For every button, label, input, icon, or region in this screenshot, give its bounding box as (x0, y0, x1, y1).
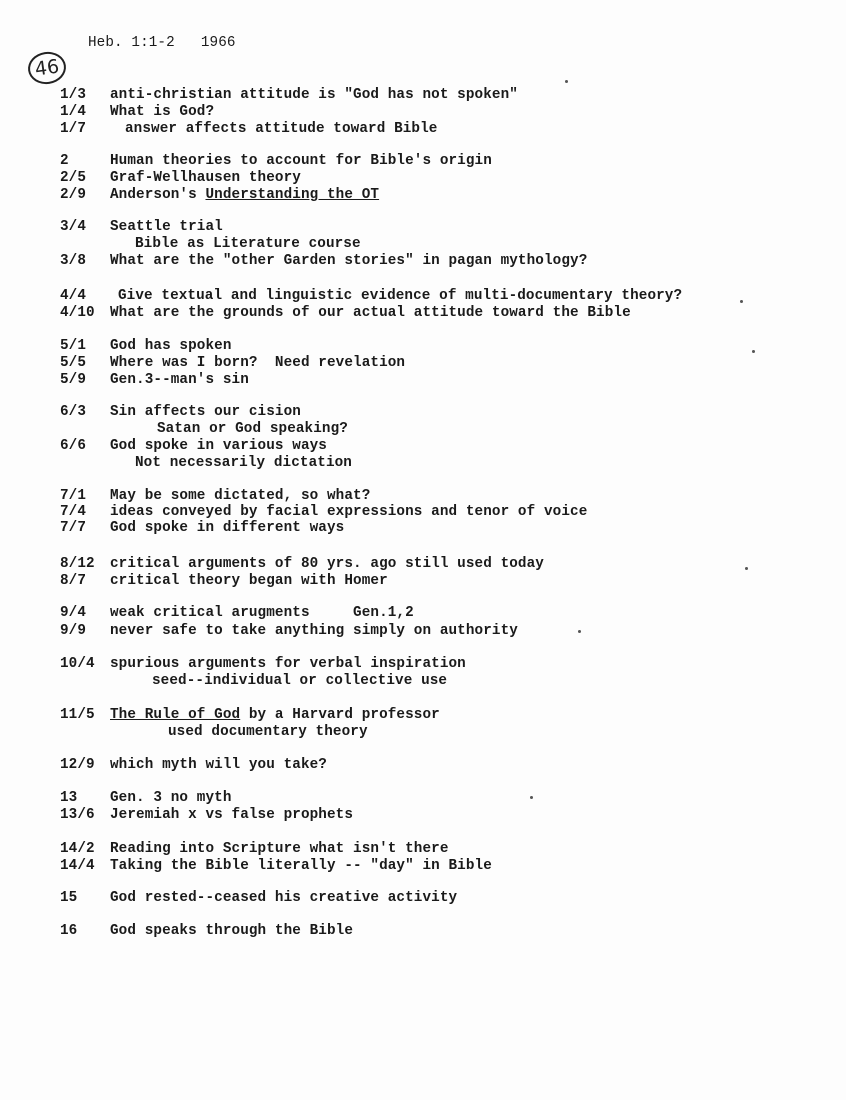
entry-number: 1/3 (60, 87, 87, 103)
entry-text-segment: Graf-Wellhausen theory (110, 170, 301, 186)
entry-number: 2 (60, 153, 69, 169)
entry-text (110, 656, 466, 673)
entry-text-segment: God speaks through the Bible (110, 923, 354, 939)
entry-number: 3/8 (60, 253, 87, 269)
entry-text-segment: weak critical arugments Gen.1,2 (110, 605, 414, 621)
entry-number: 4/4 (60, 288, 87, 304)
entry-text (110, 573, 388, 590)
entry-text-segment: seed--individual or collective use (152, 673, 448, 689)
entry-number: 9/4 (60, 605, 87, 621)
entry-text (110, 104, 214, 121)
entry-text-segment: which myth will you take? (110, 757, 327, 773)
entry-number: 6/6 (60, 438, 87, 454)
entry-text-segment: spurious arguments for verbal inspiration (110, 656, 466, 672)
entry-number: 5/1 (60, 338, 87, 354)
entry-text-segment: never safe to take anything simply on authority (110, 623, 518, 639)
entry-number: 4/10 (60, 305, 95, 321)
entry-text-segment: Give textual and linguistic evidence of multi-documentary theory? (118, 288, 683, 304)
entry-text (110, 623, 518, 640)
entry-text (110, 372, 249, 389)
entry-text-segment: What are the grounds of our actual attitude toward the Bible (110, 305, 631, 321)
underlined-title: Understanding the OT (205, 187, 380, 203)
entry-text (110, 338, 232, 355)
entry-number: 13 (60, 790, 78, 806)
entry-text (110, 858, 492, 875)
entry-text (110, 520, 344, 537)
entry-text-segment: Seattle trial (110, 219, 223, 235)
entry-text (110, 707, 440, 724)
entry-text (110, 153, 492, 170)
entry-number: 14/4 (60, 858, 95, 874)
entry-number: 10/4 (60, 656, 95, 672)
header-line (88, 35, 236, 52)
entry-number: 14/2 (60, 841, 95, 857)
scan-speck (752, 350, 755, 353)
entry-text (110, 488, 370, 505)
entry-text (110, 504, 587, 521)
entry-number: 1/7 (60, 121, 87, 137)
entry-text-segment: anti-christian attitude is "God has not spoken" (110, 87, 518, 103)
entry-text (152, 673, 447, 690)
entry-text-segment: Where was I born? Need revelation (110, 355, 406, 371)
entry-text-segment: May be some dictated, so what? (110, 488, 371, 504)
entry-number: 7/4 (60, 504, 87, 520)
entry-text-segment: What is God? (110, 104, 215, 120)
scan-speck (745, 567, 748, 570)
entry-number: 11/5 (60, 707, 95, 723)
scripture-reference: Heb. 1:1-2 (88, 35, 175, 51)
entry-text-segment: Sin affects our cision (110, 404, 301, 420)
entry-text (110, 219, 223, 236)
entry-text-segment: by a Harvard professor (240, 707, 440, 723)
entry-text-segment: Not necessarily dictation (135, 455, 352, 471)
entry-number: 9/9 (60, 623, 87, 639)
entry-text (110, 807, 353, 824)
scan-speck (578, 630, 581, 633)
entry-text (110, 170, 301, 187)
entry-number: 13/6 (60, 807, 95, 823)
scan-speck (565, 80, 568, 83)
entry-text (110, 890, 457, 907)
entry-number: 2/9 (60, 187, 87, 203)
entry-number: 3/4 (60, 219, 87, 235)
entry-text-segment: Bible as Literature course (135, 236, 361, 252)
scan-speck (740, 300, 743, 303)
entry-number: 7/7 (60, 520, 87, 536)
entry-text (135, 236, 361, 253)
entry-text-segment: Gen. 3 no myth (110, 790, 232, 806)
entry-text (168, 724, 368, 741)
entry-text (110, 790, 232, 807)
entry-text-segment: God spoke in different ways (110, 520, 345, 536)
entry-text-segment: What are the "other Garden stories" in pagan mythology? (110, 253, 588, 269)
entry-text-segment: Human theories to account for Bible's origin (110, 153, 492, 169)
entry-text-segment: used documentary theory (168, 724, 368, 740)
entry-number: 16 (60, 923, 78, 939)
entry-text (110, 438, 327, 455)
entry-number: 5/5 (60, 355, 87, 371)
entry-text-segment: God has spoken (110, 338, 232, 354)
scan-speck (530, 796, 533, 799)
entry-text (110, 355, 405, 372)
underlined-title: The Rule of God (110, 707, 241, 723)
entry-text (110, 305, 631, 322)
entry-text-segment: Taking the Bible literally -- "day" in Bible (110, 858, 492, 874)
entry-text (110, 923, 353, 940)
entry-text-segment: Reading into Scripture what isn't there (110, 841, 449, 857)
entry-number: 6/3 (60, 404, 87, 420)
entry-text-segment: critical arguments of 80 yrs. ago still used today (110, 556, 544, 572)
entry-text (110, 841, 449, 858)
entry-text-segment: answer affects attitude toward Bible (125, 121, 438, 137)
entry-number: 8/7 (60, 573, 87, 589)
entry-text (118, 288, 682, 305)
entry-text-segment: God rested--ceased his creative activity (110, 890, 458, 906)
entry-text (110, 404, 301, 421)
handwritten-page-number: 46 (26, 50, 68, 87)
entry-text-segment: Satan or God speaking? (157, 421, 348, 437)
entry-number: 1/4 (60, 104, 87, 120)
entry-text (110, 253, 587, 270)
entry-text-segment: Gen.3--man's sin (110, 372, 249, 388)
entry-text (157, 421, 348, 438)
entry-text-segment: Jeremiah x vs false prophets (110, 807, 354, 823)
entry-number: 7/1 (60, 488, 87, 504)
entry-number: 5/9 (60, 372, 87, 388)
entry-text (110, 87, 518, 104)
entry-text-segment: critical theory began with Homer (110, 573, 388, 589)
entry-text-segment: God spoke in various ways (110, 438, 327, 454)
entry-text (125, 121, 437, 138)
entry-text (110, 187, 379, 204)
entry-text-segment: ideas conveyed by facial expressions and tenor of voice (110, 504, 588, 520)
entry-text (135, 455, 352, 472)
entry-text (110, 757, 327, 774)
entry-number: 2/5 (60, 170, 87, 186)
entry-number: 12/9 (60, 757, 95, 773)
entry-text (110, 556, 544, 573)
year: 1966 (200, 35, 236, 51)
entry-number: 8/12 (60, 556, 95, 572)
entry-number: 15 (60, 890, 78, 906)
entry-text-segment: Anderson's (110, 187, 206, 203)
entry-text (110, 605, 414, 622)
